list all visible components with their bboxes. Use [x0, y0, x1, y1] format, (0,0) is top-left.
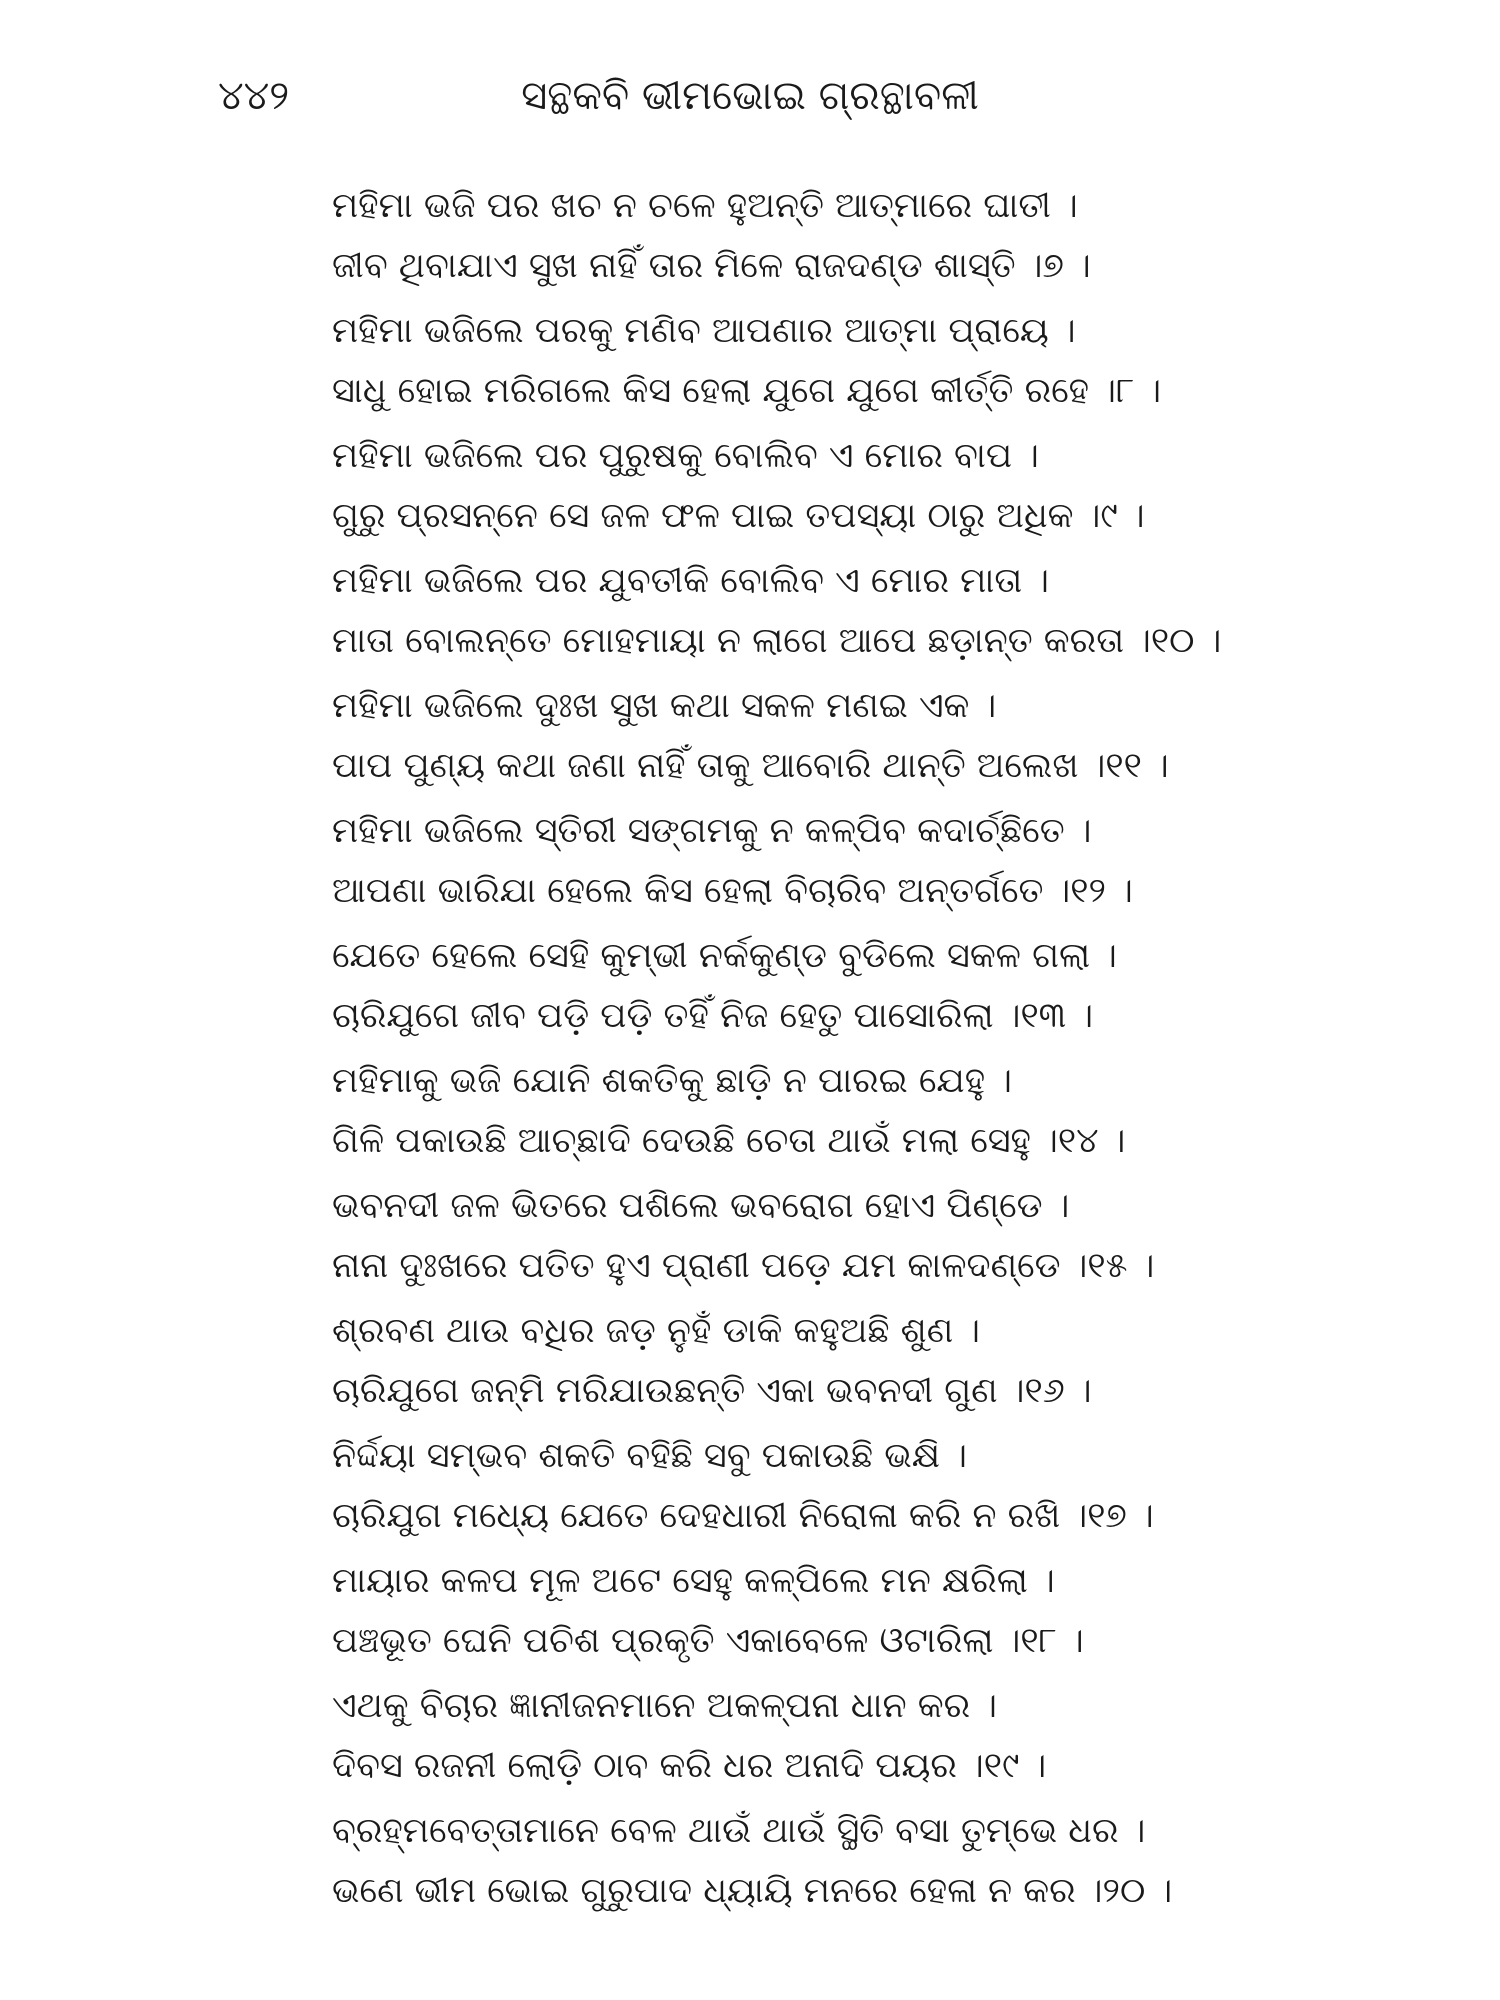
- verse-line: ଚାରିଯୁଗେ ଜନ୍ମି ମରିଯାଉଛନ୍ତି ଏକା ଭବନଦୀ ଗୁଣ ।୧୬ ।: [332, 1371, 1092, 1411]
- stanza: [332, 178, 1332, 303]
- verse-line: ଭବନଦୀ ଜଳ ଭିତରେ ପଶିଲେ ଭବରୋଗ ହୋଏ ପିଣ୍ଡେ ।: [332, 1186, 1070, 1226]
- verse-line: ନାନା ଦୁଃଖରେ ପତିତ ହୁଏ ପ୍ରାଣୀ ପଡ଼େ ଯମ କାଳଦଣ୍ଡେ ।୧୫ ।: [332, 1246, 1155, 1286]
- stanza: [332, 1803, 1332, 1928]
- stanza: [332, 1303, 1332, 1428]
- verse-line: ଗିଳି ପକାଉଛି ଆଚ୍ଛାଦି ଦେଉଛି ଚେତା ଥାଉଁ ମଲା ସେହୁ ।୧୪ ।: [332, 1121, 1126, 1161]
- verse-line: ଜୀବ ଥିବାଯାଏ ସୁଖ ନାହିଁ ତାର ମିଳେ ରାଜଦଣ୍ଡ ଶାସ୍ତି ।୭ ।: [332, 246, 1091, 286]
- verse-line: ନିର୍ଦ୍ଦୟା ସମ୍ଭବ ଶକତି ବହିଛି ସବୁ ପକାଉଛି ଭକ୍ଷି ।: [332, 1436, 967, 1476]
- verse-line: ଶ୍ରବଣ ଥାଉ ବଧିର ଜଡ଼ ନୁହଁ ଡାକି କହୁଅଛି ଶୁଣ ।: [332, 1311, 981, 1351]
- verse-line: ମହିମା ଭଜିଲେ ପର ପୁରୁଷକୁ ବୋଲିବ ଏ ମୋର ବାପ ।: [332, 436, 1039, 476]
- verse-line: ମାତା ବୋଲନ୍ତେ ମୋହମାୟା ନ ଲାଗେ ଆପେ ଛଡ଼ାନ୍ତ କରତା ।୧୦ ।: [332, 621, 1222, 661]
- verse-line: ମାୟାର କଳପ ମୂଳ ଅଟେ ସେହୁ କଳ୍ପିଲେ ମନ କ୍ଷରିଲା ।: [332, 1561, 1055, 1601]
- verse-line: ପଞ୍ଚଭୂତ ଘେନି ପଚିଶ ପ୍ରକୃତି ଏକାବେଳେ ଓଟାରିଲା ।୧୮ ।: [332, 1621, 1084, 1661]
- stanza: [332, 553, 1332, 678]
- verse-line: ଗୁରୁ ପ୍ରସନ୍ନେ ସେ ଜଳ ଫଳ ପାଇ ତପସ୍ୟା ଠାରୁ ଅଧିକ ।୯ ।: [332, 496, 1145, 536]
- verse-line: ମହିମା ଭଜି ପର ଖଚ ନ ଚଳେ ହୁଅନ୍ତି ଆତ୍ମାରେ ଘାତୀ ।: [332, 186, 1078, 226]
- verse-line: ଆପଣା ଭାରିଯା ହେଲେ କିସ ହେଲା ବିଚାରିବ ଅନ୍ତର୍ଗତେ ।୧୨ ।: [332, 871, 1133, 911]
- verse-line: ଚାରିଯୁଗେ ଜୀବ ପଡ଼ି ପଡ଼ି ତହିଁ ନିଜ ହେତୁ ପାସୋରିଲା ।୧୩ ।: [332, 996, 1094, 1036]
- verse-line: ସାଧୁ ହୋଇ ମରିଗଲେ କିସ ହେଲା ଯୁଗେ ଯୁଗେ କୀର୍ତ୍ତି ରହେ ।୮ ।: [332, 371, 1162, 411]
- verse-line: ପାପ ପୁଣ୍ୟ କଥା ଜଣା ନାହିଁ ତାକୁ ଆବୋରି ଥାନ୍ତି ଅଲେଖ ।୧୧ ।: [332, 746, 1169, 786]
- verse-line: ମହିମା ଭଜିଲେ ପର ଯୁବତୀକି ବୋଲିବ ଏ ମୋର ମାତା ।: [332, 561, 1050, 601]
- page-number: ୪୪୨: [218, 73, 290, 119]
- poem-body: [332, 178, 1332, 1928]
- stanza: [332, 928, 1332, 1053]
- verse-line: ଭଣେ ଭୀମ ଭୋଇ ଗୁରୁପାଦ ଧ୍ୟାୟି ମନରେ ହେଳା ନ କର ।୨୦ ।: [332, 1871, 1173, 1911]
- verse-line: ମହିମାକୁ ଭଜି ଯୋନି ଶକତିକୁ ଛାଡ଼ି ନ ପାରଇ ଯେହୁ ।: [332, 1061, 1012, 1101]
- verse-line: ମହିମା ଭଜିଲେ ପରକୁ ମଣିବ ଆପଣାର ଆତ୍ମା ପ୍ରାୟେ ।: [332, 311, 1076, 351]
- stanza: [332, 1053, 1332, 1178]
- verse-line: ଦିବସ ରଜନୀ ଲୋଡ଼ି ଠାବ କରି ଧର ଅନାଦି ପୟର ।୧୯ ।: [332, 1746, 1047, 1786]
- stanza: [332, 1428, 1332, 1553]
- stanza: [332, 678, 1332, 803]
- verse-line: ଚାରିଯୁଗ ମଧ୍ୟେ ଯେତେ ଦେହଧାରୀ ନିରୋଳା କରି ନ ରଖି ।୧୭ ।: [332, 1496, 1154, 1536]
- stanza: [332, 1178, 1332, 1303]
- verse-line: ମହିମା ଭଜିଲେ ଦୁଃଖ ସୁଖ କଥା ସକଳ ମଣଇ ଏକ ।: [332, 686, 997, 726]
- stanza: [332, 1678, 1332, 1803]
- stanza: [332, 803, 1332, 928]
- stanza: [332, 303, 1332, 428]
- stanza: [332, 428, 1332, 553]
- verse-line: ବ୍ରହ୍ମବେତ୍ତାମାନେ ବେଳ ଥାଉଁ ଥାଉଁ ସ୍ଥିତି ବସା ତୁମ୍ଭେ ଧର ।: [332, 1811, 1146, 1851]
- verse-line: ଏଥକୁ ବିଚାର ଜ୍ଞାନୀଜନମାନେ ଅକଳ୍ପନା ଧାନ କର ।: [332, 1686, 997, 1726]
- stanza: [332, 1553, 1332, 1678]
- running-title: ସନ୍ଥକବି ଭୀମଭୋଇ ଗ୍ରନ୍ଥାବଳୀ: [521, 73, 979, 119]
- verse-line: ମହିମା ଭଜିଲେ ସ୍ତିରୀ ସଙ୍ଗମକୁ ନ କଳ୍ପିବ କଦାର୍ଚ୍ଛିତେ ।: [332, 811, 1092, 851]
- verse-line: ଯେତେ ହେଲେ ସେହି କୁମ୍ଭୀ ନର୍କକୁଣ୍ଡ ବୁଡିଲେ ସକଳ ଗଲା ।: [332, 936, 1117, 976]
